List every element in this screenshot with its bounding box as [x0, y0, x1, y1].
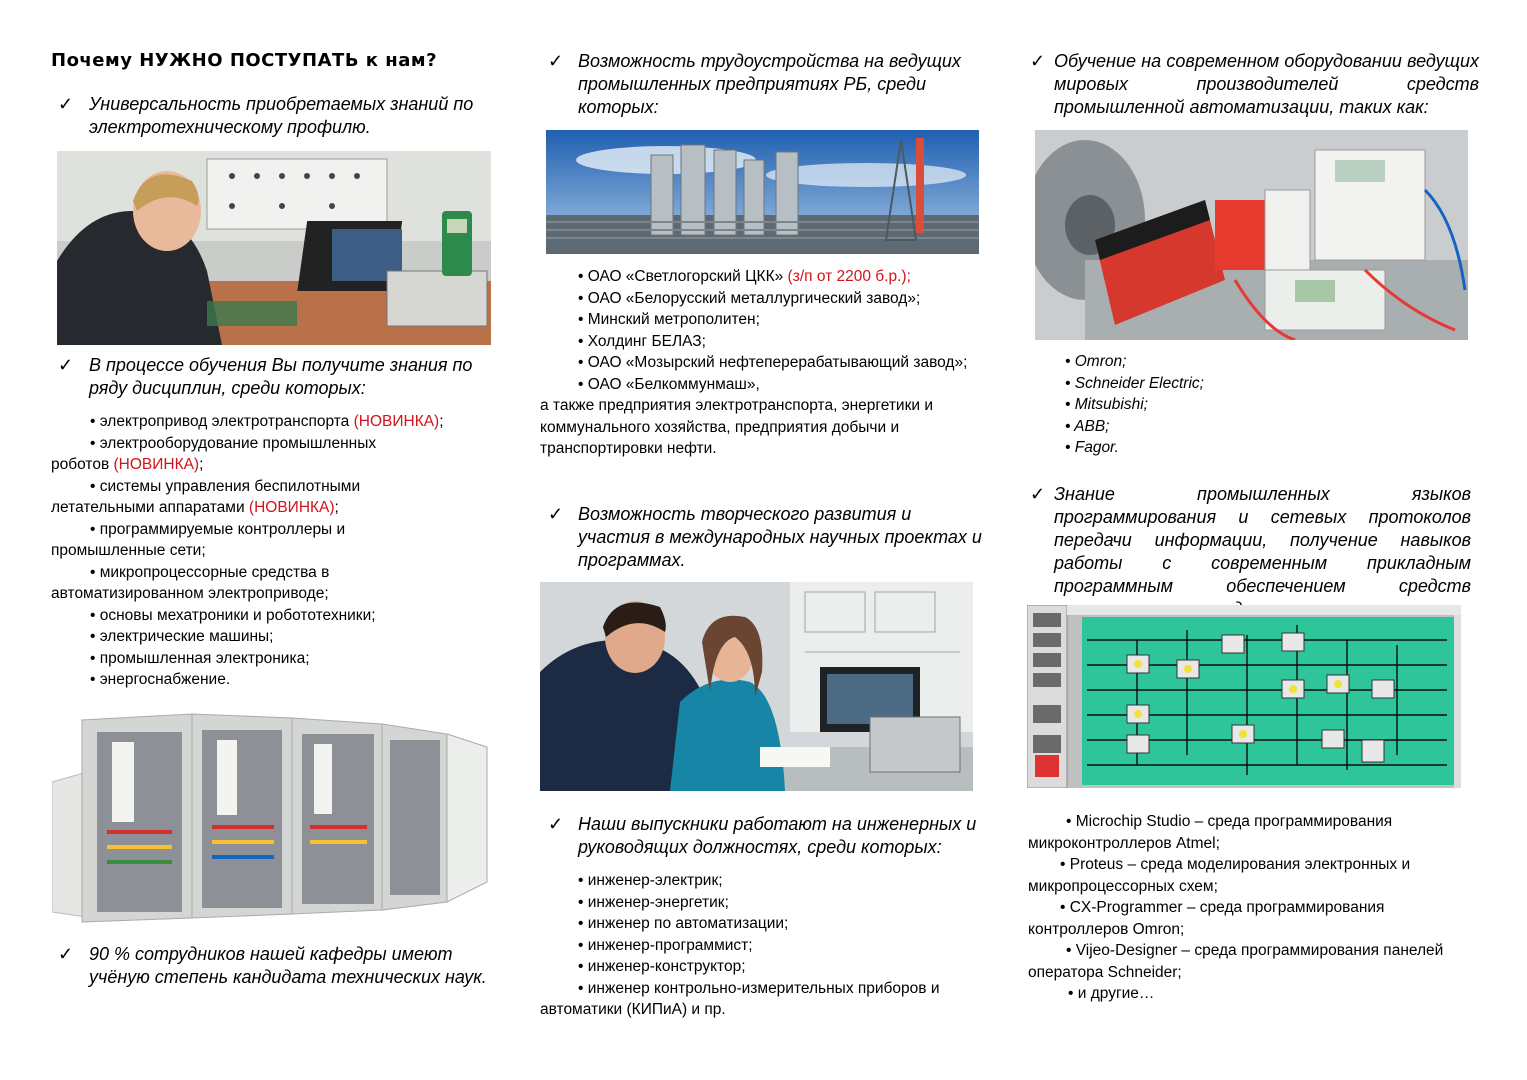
page-title: Почему НУЖНО ПОСТУПАТЬ к нам? [51, 50, 438, 71]
company-item: • Минский метрополитен; [578, 311, 760, 328]
positions-list [540, 870, 990, 1021]
bullet-disciplines: ✓ В процессе обучения Вы получите знания по ряду дисциплин, среди которых: [58, 355, 473, 398]
company-item: • ОАО «Мозырский нефтеперерабатывающий завод»; [578, 354, 968, 371]
discipline-item: • системы управления беспилотными летательными аппаратами (НОВИНКА); [51, 477, 361, 516]
photo-electrical-cabinets [52, 712, 492, 924]
position-item: • инженер-конструктор; [578, 958, 746, 975]
vendor-item: • ABB; [1065, 417, 1110, 435]
company-item: • Холдинг БЕЛАЗ; [578, 332, 706, 350]
check-icon: ✓ [1030, 484, 1046, 504]
position-item: • инженер контрольно-измерительных приборов и автоматики (КИПиА) и пр. [540, 979, 940, 1018]
vendors-list [1065, 351, 1265, 459]
check-icon: ✓ [548, 504, 564, 524]
photo-automation-equipment [1035, 130, 1468, 340]
bullet-creative-development: ✓ Возможность творческого развития и участия в международных научных проектах и программах. [548, 504, 982, 570]
position-item: • инженер-энергетик; [578, 893, 729, 911]
bullet-modern-equipment: ✓ Обучение на современном оборудовании ведущих мировых производителей средств промышленной автоматизации, таких как: [1030, 51, 1479, 117]
software-item: • CX-Programmer – среда программирования контроллеров Omron; [1028, 899, 1385, 938]
check-icon: ✓ [58, 355, 74, 375]
check-icon: ✓ [58, 94, 74, 114]
software-item: • Microchip Studio – среда программирования микроконтроллеров Atmel; [1028, 813, 1393, 852]
discipline-item: • электропривод электротранспорта (НОВИНКА); [90, 413, 444, 430]
discipline-item: • промышленная электроника; [90, 649, 310, 667]
vendor-item: • Schneider Electric; [1065, 374, 1204, 392]
bullet-staff-degree: ✓ 90 % сотрудников нашей кафедры имеют учёную степень кандидата технических наук. [58, 944, 487, 987]
vendor-item: • Mitsubishi; [1065, 396, 1148, 413]
discipline-item: • микропроцессорные средства в автоматизированном электроприводе; [51, 563, 330, 602]
check-icon: ✓ [1030, 51, 1046, 71]
discipline-item: • основы мехатроники и робототехники; [90, 606, 376, 624]
check-icon: ✓ [548, 814, 564, 834]
software-item: • Vijeo-Designer – среда программирования панелей оператора Schneider; [1028, 942, 1444, 981]
discipline-item: • электрические машины; [90, 628, 274, 645]
vendor-item: • Omron; [1065, 353, 1127, 370]
companies-list [540, 266, 980, 460]
position-item: • инженер по автоматизации; [578, 915, 789, 932]
photo-industrial-plant [546, 130, 979, 254]
check-icon: ✓ [548, 51, 564, 71]
company-item: • ОАО «Белкоммунмаш», [578, 375, 760, 393]
company-item: • ОАО «Светлогорский ЦКК» (з/п от 2200 б.р.); [578, 268, 911, 285]
companies-tail: а также предприятия электротранспорта, энергетики и коммунального хозяйства, предприятия добычи и транспортировки нефти. [540, 397, 933, 457]
disciplines-list [51, 411, 491, 691]
photo-students-research [540, 582, 973, 791]
software-item: • и другие… [1068, 985, 1155, 1002]
software-list [1028, 811, 1478, 1005]
software-item: • Proteus – среда моделирования электронных и микропроцессорных схем; [1028, 856, 1411, 895]
vendor-item: • Fagor. [1065, 439, 1119, 456]
check-icon: ✓ [58, 944, 74, 964]
bullet-programming-languages: ✓ Знание промышленных языков программирования и сетевых протоколов передачи информации, получение навыков работы с современным прикладным программным обеспечением средств [1030, 484, 1471, 596]
position-item: • инженер-программист; [578, 936, 753, 954]
company-item: • ОАО «Белорусский металлургический завод»; [578, 289, 921, 307]
position-item: • инженер-электрик; [578, 872, 723, 889]
discipline-item: • энергоснабжение. [90, 671, 231, 688]
bullet-graduates: ✓ Наши выпускники работают на инженерных и руководящих должностях, среди которых: [548, 814, 977, 857]
bullet-universal-knowledge: ✓ Универсальность приобретаемых знаний по электротехническому профилю. [58, 94, 474, 137]
photo-student-lab [57, 151, 491, 345]
discipline-item: • программируемые контроллеры и промышленные сети; [51, 520, 346, 559]
photo-programming-software [1027, 605, 1461, 788]
bullet-employment: ✓ Возможность трудоустройства на ведущих промышленных предприятиях РБ, среди которых: [548, 51, 961, 117]
discipline-item: • электрооборудование промышленных роботов (НОВИНКА); [51, 434, 377, 473]
